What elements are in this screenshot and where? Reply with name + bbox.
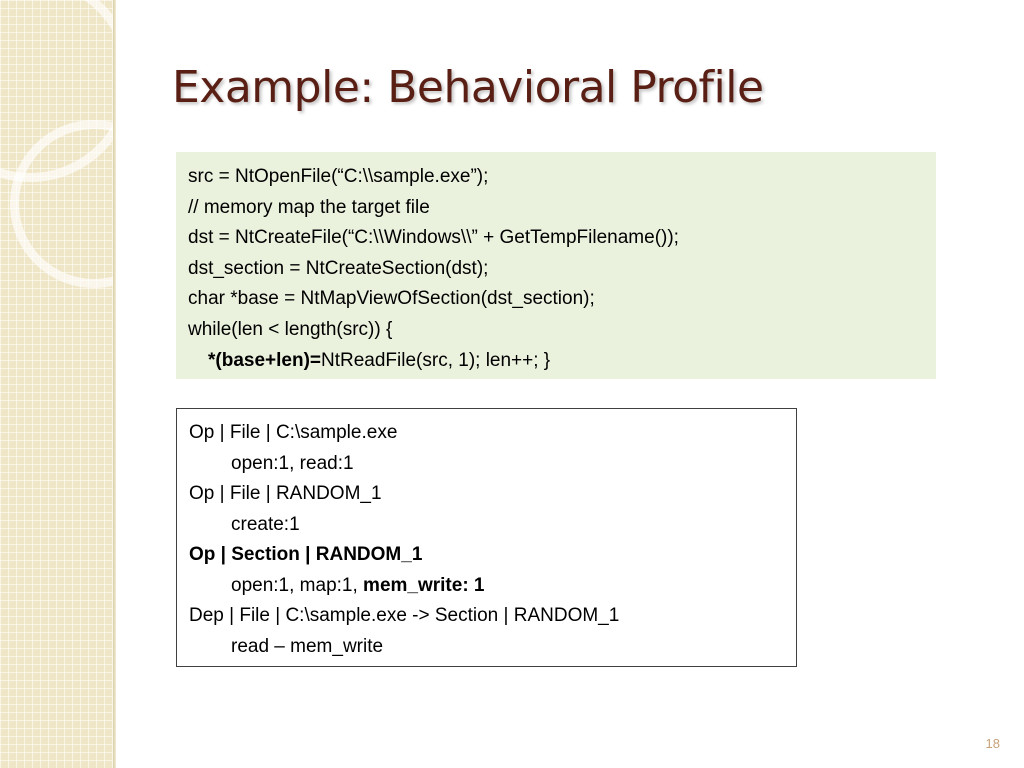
code-line: src = NtOpenFile(“C:\\sample.exe”); (188, 166, 489, 187)
code-line: dst_section = NtCreateSection(dst); (188, 257, 489, 279)
profile-op-detail: open:1, read:1 (231, 452, 354, 474)
profile-op-file-random: Op | File | RANDOM_1 (189, 483, 382, 504)
code-line: dst = NtCreateFile(“C:\\Windows\\” + GetTempFilename()); (188, 227, 679, 249)
code-line-loop-body (188, 346, 924, 377)
profile-detail-plain: open:1, map:1, (231, 574, 364, 596)
code-line: while(len < length(src)) { (188, 318, 393, 340)
code-line: // memory map the target file (188, 196, 430, 218)
decorative-side-band (0, 0, 114, 768)
profile-dependency: Dep | File | C:\sample.exe -> Section | RANDOM_1 (189, 605, 620, 626)
behavioral-profile-block (176, 408, 797, 667)
code-line: char *base = NtMapViewOfSection(dst_section); (188, 288, 595, 310)
profile-op-detail (189, 571, 784, 602)
profile-op-section-random: Op | Section | RANDOM_1 (189, 544, 423, 565)
profile-detail-bold: mem_write: 1 (363, 574, 485, 596)
profile-dependency-detail: read – mem_write (231, 635, 384, 657)
slide-title: Example: Behavioral Profile (172, 62, 764, 113)
side-band-edge (113, 0, 116, 768)
code-fragment: NtReadFile(src, 1); len++; } (321, 349, 551, 371)
code-bold-fragment: *(base+len)= (208, 349, 321, 371)
profile-op-file-sample: Op | File | C:\sample.exe (189, 422, 398, 443)
page-number: 18 (985, 736, 1000, 751)
profile-op-detail: create:1 (231, 513, 300, 535)
code-block (176, 152, 936, 379)
